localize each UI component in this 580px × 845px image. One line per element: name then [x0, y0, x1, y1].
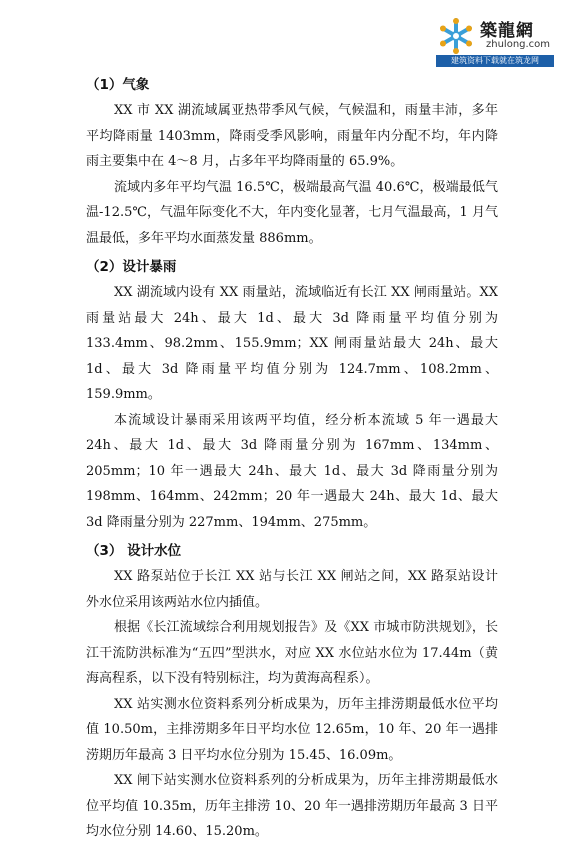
logo-slogan: 建筑资料下载就在筑龙网: [436, 55, 554, 67]
document-body: [86, 72, 498, 845]
section-heading-design-water-level: （3） 设计水位: [86, 543, 182, 559]
paragraph: XX 市 XX 湖流域属亚热带季风气候，气候温和，雨量丰沛，多年平均降雨量 1403mm，降雨受季风影响，雨量年内分配不均，年内降雨主要集中在 4～8 月，占多年平均降雨量的 65.9%。: [86, 103, 498, 169]
paragraph: 本流域设计暴雨采用该两平均值，经分析本流域 5 年一遇最大 24h、最大 1d、最大 3d 降雨量分别为 167mm、134mm、205mm；10 年一遇最大 24h、最大 1d、最大 3d 降雨量分别为 198mm、164mm、242mm；20 年一遇最大 24h、最大 1d、最大 3d 降雨量分别为 227mm、194mm、275mm。: [86, 412, 498, 530]
paragraph: XX 路泵站位于长江 XX 站与长江 XX 闸站之间，XX 路泵站设计外水位采用该两站水位内插值。: [86, 569, 498, 610]
paragraph: XX 站实测水位资料系列分析成果为，历年主排涝期最低水位平均值 10.50m，主排涝期多年日平均水位 12.65m，10 年、20 年一遇排涝期历年最高 3 日平均水位分别为 15.45、16.09m。: [86, 696, 498, 763]
paragraph: XX 闸下站实测水位资料系列的分析成果为，历年主排涝期最低水位平均值 10.35m，历年主排涝 10、20 年一遇排涝期历年最高 3 日平均水位分别 14.60、15.20m。: [86, 773, 498, 839]
logo-brand-en: zhulong.com: [486, 39, 551, 50]
paragraph: XX 湖流域内设有 XX 雨量站，流域临近有长江 XX 闸雨量站。XX 雨量站最大 24h、最大 1d、最大 3d 降雨量平均值分别为 133.4mm、98.2mm、155.9mm；XX 闸雨量站最大 24h、最大 1d、最大 3d 降雨量平均值分别为 124.7mm、108.2mm、159.9mm。: [86, 285, 498, 402]
section-heading-meteorology: （1）气象: [86, 77, 150, 93]
paragraph: 流域内多年平均气温 16.5℃，极端最高气温 40.6℃，极端最低气温-12.5℃，气温年际变化不大，年内变化显著，七月气温最高，1 月气温最低，多年平均水面蒸发量 886mm。: [86, 179, 498, 246]
snowflake-logo-icon: [436, 16, 476, 56]
section-heading-design-rainstorm: （2）设计暴雨: [86, 259, 177, 275]
zhulong-logo: [436, 14, 554, 66]
paragraph: 根据《长江流域综合利用规划报告》及《XX 市城市防洪规划》，长江干流防洪标准为“五四”型洪水，对应 XX 水位站水位为 17.44m（黄海高程系，以下没有特别标注，均为黄海高程系）。: [86, 620, 498, 686]
logo-brand-cn: 築龍網: [480, 21, 534, 41]
